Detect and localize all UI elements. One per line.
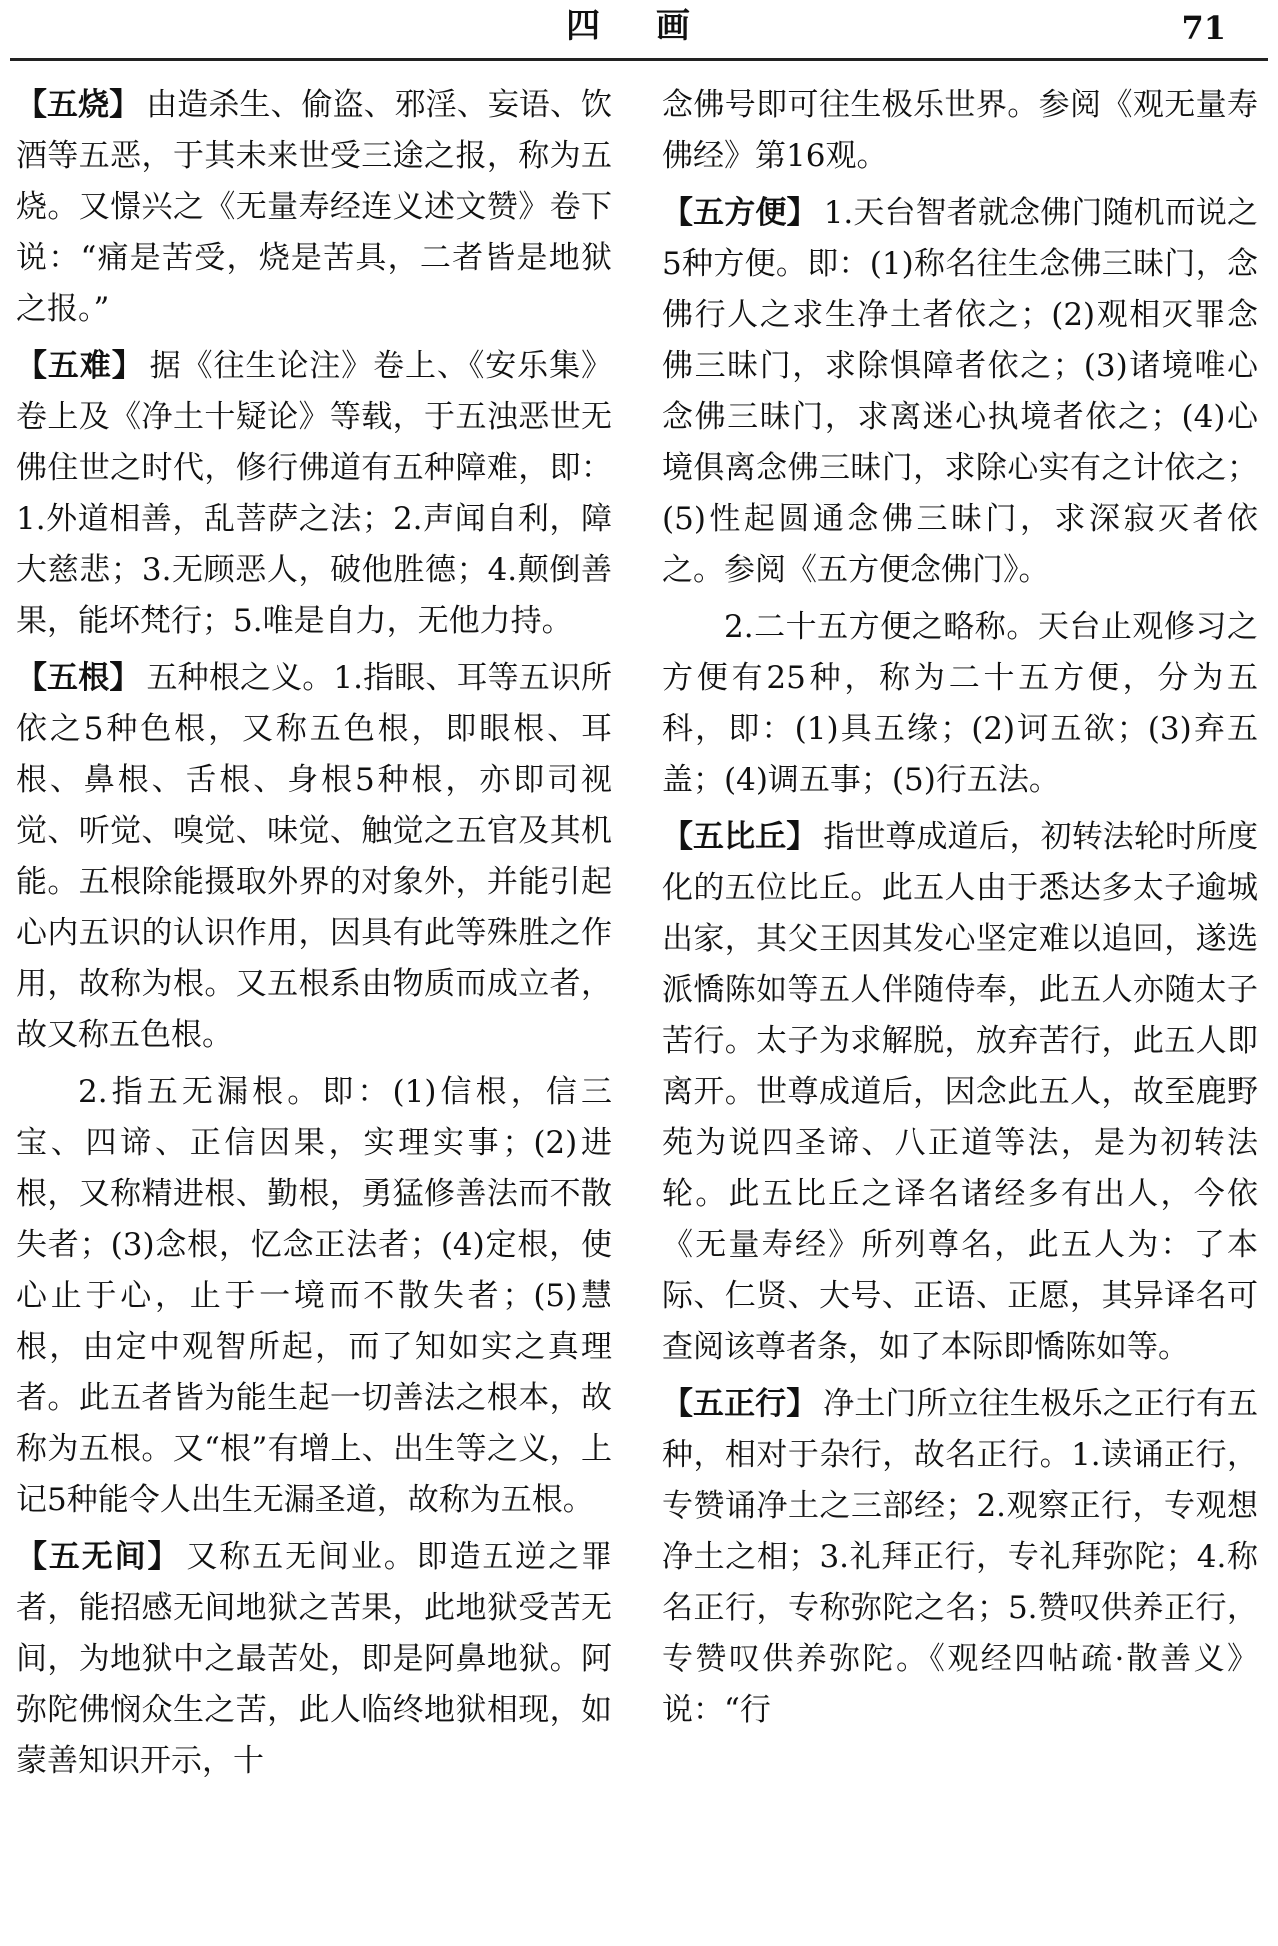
entry-wugen: [16, 653, 612, 1061]
entry-headword: 【五正行】: [662, 1386, 818, 1422]
entry-wubiqiu: [662, 812, 1258, 1373]
entry-wugen-sense-2: 2.指五无漏根。即：(1)信根，信三宝、四谛、正信因果，实理实事；(2)进根，又称精进根、勤根，勇猛修善法而不散失者；(3)念根，忆念正法者；(4)定根，使心止于心，止于一境而不散失者；(5)慧根，由定中观智所起，而了知如实之真理者。此五者皆为能生起一切善法之根本，故称为五根。又“根”有增上、出生等之义，上记5种能令人出生无漏圣道，故称为五根。: [16, 1074, 612, 1518]
entry-headword: 【五方便】: [662, 195, 818, 231]
entry-wufangbian-sense-2: 2.二十五方便之略称。天台止观修习之方便有25种，称为二十五方便，分为五科，即：(1)具五缘；(2)诃五欲；(3)弃五盖；(4)调五事；(5)行五法。: [662, 609, 1258, 798]
entry-text: 五种根之义。1.指眼、耳等五识所依之5种色根，又称五色根，即眼根、耳根、鼻根、舌根、身根5种根，亦即司视觉、听觉、嗅觉、味觉、触觉之五官及其机能。五根除能摄取外界的对象外，并能引起心内五识的认识作用，因具有此等殊胜之作用，故称为根。又五根系由物质而成立者，故又称五色根。: [16, 660, 612, 1053]
header-rule: [10, 58, 1268, 61]
continued-text: 念佛号即可往生极乐世界。参阅《观无量寿佛经》第16观。: [662, 87, 1258, 174]
page-number: 71: [1181, 9, 1226, 47]
entry-headword: 【五难】: [16, 348, 144, 384]
section-title: 四 画: [566, 6, 712, 46]
right-column: [662, 80, 1258, 1940]
entry-text: 由造杀生、偷盗、邪淫、妄语、饮酒等五恶，于其未来世受三途之报，称为五烧。又憬兴之《无量寿经连义述文赞》卷下说：“痛是苦受，烧是苦具，二者皆是地狱之报。”: [16, 87, 612, 327]
entry-text: 据《往生论注》卷上、《安乐集》卷上及《净土十疑论》等载，于五浊恶世无佛住世之时代，修行佛道有五种障难，即：1.外道相善，乱菩萨之法；2.声闻自利，障大慈悲；3.无顾恶人，破他胜德；4.颠倒善果，能坏梵行；5.唯是自力，无他力持。: [16, 348, 612, 639]
page-header: [0, 0, 1278, 60]
entry-text: 1.天台智者就念佛门随机而说之5种方便。即：(1)称名往生念佛三昧门，念佛行人之求生净土者依之；(2)观相灭罪念佛三昧门，求除惧障者依之；(3)诸境唯心念佛三昧门，求离迷心执境者依之；(4)心境俱离念佛三昧门，求除心实有之计依之；(5)性起圆通念佛三昧门，求深寂灭者依之。参阅《五方便念佛门》。: [662, 195, 1258, 588]
entry-text: 指世尊成道后，初转法轮时所度化的五位比丘。此五人由于悉达多太子逾城出家，其父王因其发心坚定难以追回，遂选派憍陈如等五人伴随侍奉，此五人亦随太子苦行。太子为求解脱，放弃苦行，此五人即离开。世尊成道后，因念此五人，故至鹿野苑为说四圣谛、八正道等法，是为初转法轮。此五比丘之译名诸经多有出人，今依《无量寿经》所列尊名，此五人为：了本际、仁贤、大号、正语、正愿，其异译名可查阅该尊者条，如了本际即憍陈如等。: [662, 819, 1258, 1365]
entry-wufangbian: [662, 188, 1258, 596]
entry-wushao: [16, 80, 612, 335]
entry-headword: 【五比丘】: [662, 819, 818, 855]
left-column: [16, 80, 612, 1940]
entry-text: 又称五无间业。即造五逆之罪者，能招感无间地狱之苦果，此地狱受苦无间，为地狱中之最苦处，即是阿鼻地狱。阿弥陀佛悯众生之苦，此人临终地狱相现，如蒙善知识开示，十: [16, 1539, 612, 1779]
entry-text: 净土门所立往生极乐之正行有五种，相对于杂行，故名正行。1.读诵正行，专赞诵净土之三部经；2.观察正行，专观想净土之相；3.礼拜正行，专礼拜弥陀；4.称名正行，专称弥陀之名；5.赞叹供养正行，专赞叹供养弥陀。《观经四帖疏·散善义》说：“行: [662, 1386, 1258, 1728]
entry-headword: 【五烧】: [16, 87, 141, 123]
entry-headword: 【五根】: [16, 660, 141, 696]
entry-headword: 【五无间】: [16, 1539, 181, 1575]
entry-wuzhengxing: [662, 1379, 1258, 1736]
entry-wunan: [16, 341, 612, 647]
entry-wuwujian: [16, 1532, 612, 1787]
